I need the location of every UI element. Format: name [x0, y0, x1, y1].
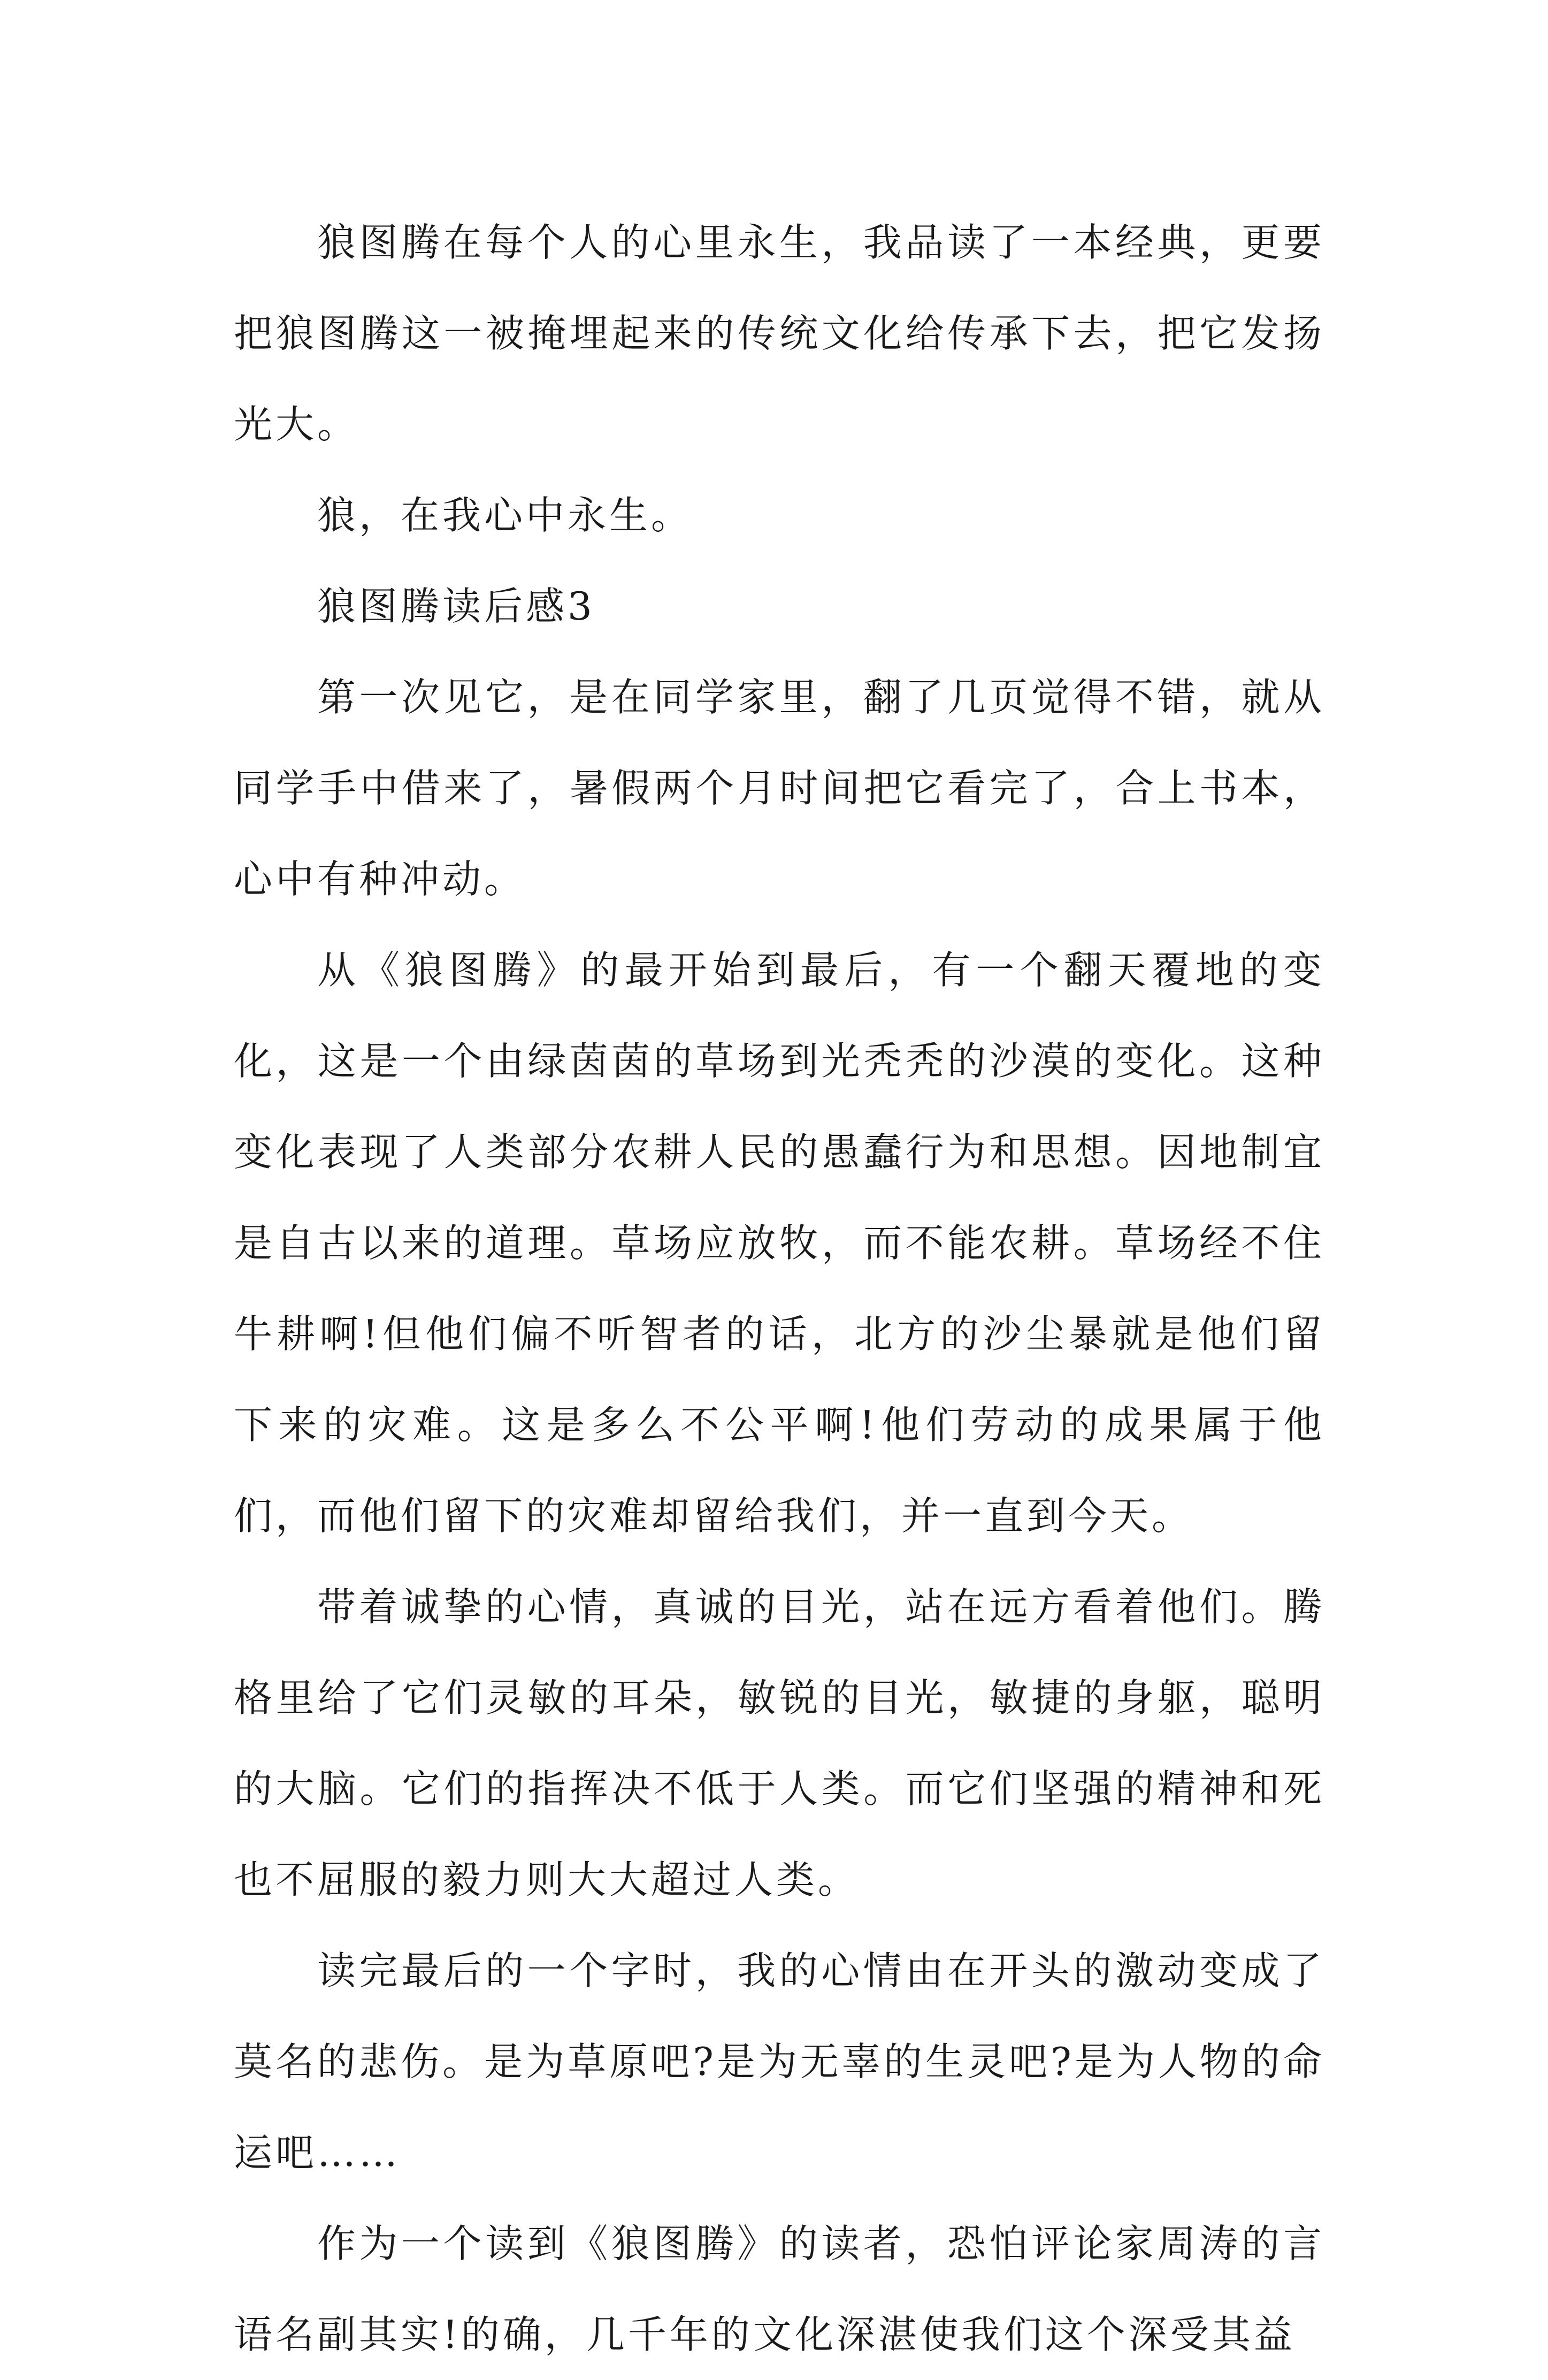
document-body	[234, 197, 1325, 2380]
paragraph: 读完最后的一个字时，我的心情由在开头的激动变成了莫名的悲伤。是为草原吧?是为无辜的生灵吧?是为人物的命运吧……	[234, 1948, 1325, 2175]
paragraph: 狼，在我心中永生。	[317, 493, 693, 538]
paragraph: 狼图腾在每个人的心里永生，我品读了一本经典，更要把狼图腾这一被掩埋起来的传统文化给传承下去，把它发扬光大。	[234, 220, 1325, 447]
paragraph: 作为一个读到《狼图腾》的读者，恐怕评论家周涛的言语名副其实!的确，几千年的文化深湛使我们这个深受其益	[234, 2221, 1325, 2357]
paragraph: 从《狼图腾》的最开始到最后，有一个翻天覆地的变化，这是一个由绿茵茵的草场到光秃秃的沙漠的变化。这种变化表现了人类部分农耕人民的愚蠢行为和思想。因地制宜是自古以来的道理。草场应放牧，而不能农耕。草场经不住牛耕啊!但他们偏不听智者的话，北方的沙尘暴就是他们留下来的灾难。这是多么不公平啊!他们劳动的成果属于他们，而他们留下的灾难却留给我们，并一直到今天。	[234, 948, 1325, 1538]
section-heading: 狼图腾读后感3	[317, 584, 595, 629]
paragraph: 第一次见它，是在同学家里，翻了几页觉得不错，就从同学手中借来了，暑假两个月时间把它看完了，合上书本，心中有种冲动。	[234, 675, 1325, 902]
paragraph: 带着诚挚的心情，真诚的目光，站在远方看着他们。腾格里给了它们灵敏的耳朵，敏锐的目光，敏捷的身躯，聪明的大脑。它们的指挥决不低于人类。而它们坚强的精神和死也不屈服的毅力则大大超过人类。	[234, 1584, 1325, 1902]
